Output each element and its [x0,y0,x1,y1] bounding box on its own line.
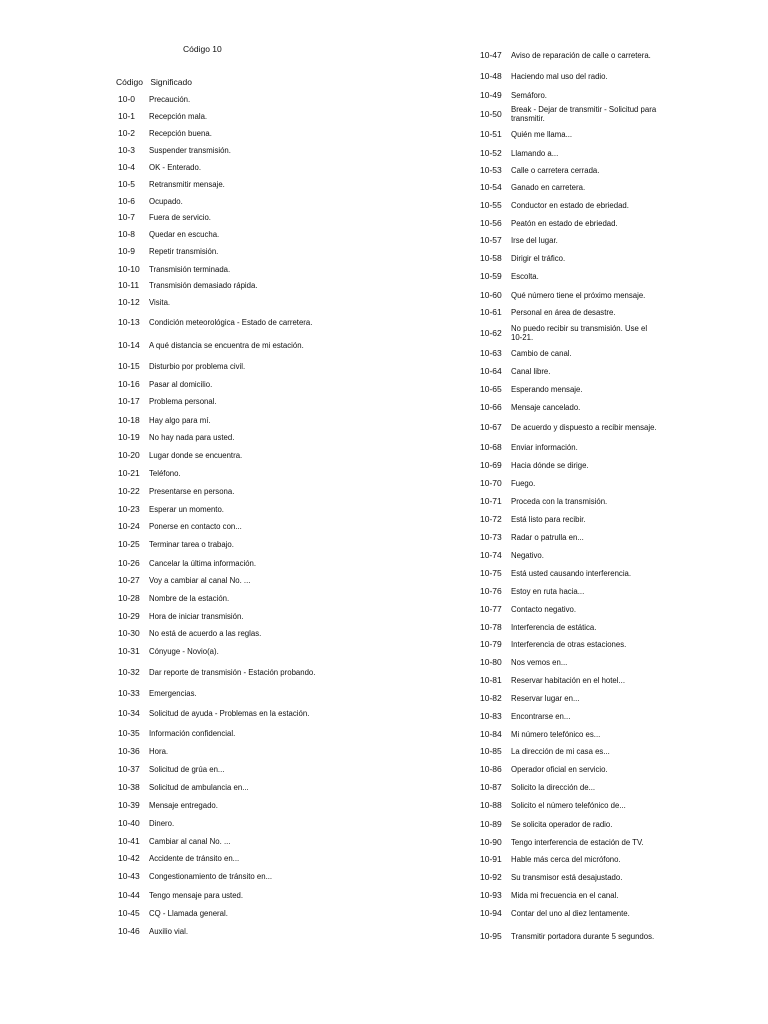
code-value: 10-38 [118,782,140,792]
code-row [478,690,658,706]
code-value: 10-19 [118,432,140,442]
code-row [116,705,316,721]
code-meaning: Dar reporte de transmisión - Estación probando. [149,667,316,677]
code-row [116,277,316,293]
code-meaning: Esperar un momento. [149,504,224,514]
code-meaning: Hora. [149,746,169,756]
code-row [478,457,658,473]
code-row [116,447,316,463]
code-row [116,314,316,330]
code-meaning: Calle o carretera cerrada. [511,165,600,175]
code-value: 10-22 [118,486,140,496]
code-row [116,590,316,606]
code-row [116,905,316,921]
code-meaning: Hable más cerca del micrófono. [511,854,621,864]
code-meaning: Llamando a... [511,148,559,158]
code-value: 10-21 [118,468,140,478]
code-value: 10-2 [118,128,136,138]
code-row [116,868,316,884]
code-meaning: Quién me llama... [511,129,573,139]
code-meaning: Interferencia de estática. [511,622,597,632]
code-value: 10-6 [118,196,136,206]
code-meaning: Personal en área de desastre. [511,307,616,317]
code-row [478,708,658,724]
code-value: 10-35 [118,728,140,738]
code-meaning: Enviar información. [511,442,578,452]
code-value: 10-3 [118,145,136,155]
code-meaning: A qué distancia se encuentra de mi estación. [149,340,304,350]
code-meaning: Mi número telefónico es... [511,729,601,739]
code-row [478,816,658,832]
code-value: 10-49 [480,90,502,100]
code-row [478,601,658,617]
code-value: 10-50 [480,109,502,119]
code-value: 10-92 [480,872,502,882]
code-row [116,815,316,831]
code-value: 10-48 [480,71,502,81]
code-meaning: Se solicita operador de radio. [511,819,613,829]
code-value: 10-85 [480,746,502,756]
code-meaning: Retransmitir mensaje. [149,179,225,189]
code-meaning: Cambiar al canal No. ... [149,836,231,846]
code-meaning: Su transmisor está desajustado. [511,872,623,882]
code-meaning: Solicitud de ambulancia en... [149,782,249,792]
code-meaning: No está de acuerdo a las reglas. [149,628,262,638]
code-meaning: Reservar habitación en el hotel... [511,675,625,685]
code-row [478,851,658,867]
code-value: 10-33 [118,688,140,698]
code-row [116,108,316,124]
code-column-header: Código [116,77,143,87]
code-meaning: Visita. [149,297,171,307]
code-meaning: No hay nada para usted. [149,432,235,442]
code-value: 10-52 [480,148,502,158]
code-row [478,583,658,599]
code-row [116,923,316,939]
code-meaning: Escolta. [511,271,539,281]
code-value: 10-80 [480,657,502,667]
code-row [116,243,316,259]
code-value: 10-18 [118,415,140,425]
code-meaning: Problema personal. [149,396,217,406]
code-row [116,209,316,225]
code-row [478,325,658,341]
code-row [478,345,658,361]
code-value: 10-84 [480,729,502,739]
code-row [116,226,316,242]
code-value: 10-88 [480,800,502,810]
code-value: 10-1 [118,111,136,121]
code-meaning: No puedo recibir su transmisión. Use el 10-21. [511,324,648,342]
code-value: 10-93 [480,890,502,900]
code-row [478,215,658,231]
code-meaning: Cambio de canal. [511,348,572,358]
code-meaning: Tengo mensaje para usted. [149,890,244,900]
code-row [116,643,316,659]
code-row [116,664,316,680]
code-meaning: Hacia dónde se dirige. [511,460,589,470]
code-value: 10-17 [118,396,140,406]
code-value: 10-11 [118,280,140,290]
code-value: 10-58 [480,253,502,263]
code-row [116,797,316,813]
code-meaning: La dirección de mi casa es... [511,746,610,756]
code-meaning: Mensaje cancelado. [511,402,581,412]
code-meaning: Auxilio vial. [149,926,188,936]
code-value: 10-75 [480,568,502,578]
code-row [116,483,316,499]
code-row [478,779,658,795]
code-meaning: CQ - Llamada general. [149,908,228,918]
code-meaning: Estoy en ruta hacia... [511,586,585,596]
code-meaning: Accidente de tránsito en... [149,853,240,863]
code-row [116,358,316,374]
code-value: 10-29 [118,611,140,621]
code-meaning: Ponerse en contacto con... [149,521,242,531]
code-meaning: Break - Dejar de transmitir - Solicitud para transmitir. [511,105,657,123]
code-value: 10-16 [118,379,140,389]
code-row [478,47,658,63]
code-value: 10-24 [118,521,140,531]
code-value: 10-14 [118,340,140,350]
code-meaning: Repetir transmisión. [149,246,219,256]
code-meaning: Radar o patrulla en... [511,532,584,542]
code-value: 10-60 [480,290,502,300]
code-meaning: Recepción buena. [149,128,212,138]
code-meaning: Teléfono. [149,468,181,478]
code-value: 10-37 [118,764,140,774]
code-row [116,572,316,588]
code-value: 10-62 [480,328,502,338]
code-value: 10-69 [480,460,502,470]
code-row [116,725,316,741]
code-value: 10-76 [480,586,502,596]
code-meaning: Solicitud de grúa en... [149,764,225,774]
code-value: 10-65 [480,384,502,394]
code-row [478,565,658,581]
code-row [116,176,316,192]
code-meaning: Haciendo mal uso del radio. [511,71,608,81]
code-row [116,761,316,777]
code-meaning: Precaución. [149,94,191,104]
code-value: 10-25 [118,539,140,549]
code-meaning: Operador oficial en servicio. [511,764,608,774]
code-value: 10-83 [480,711,502,721]
code-row [116,833,316,849]
code-meaning: Cónyuge - Novio(a). [149,646,219,656]
code-value: 10-63 [480,348,502,358]
code-value: 10-61 [480,307,502,317]
code-row [478,761,658,777]
code-value: 10-10 [118,264,140,274]
code-value: 10-27 [118,575,140,585]
code-meaning: Hora de iniciar transmisión. [149,611,244,621]
code-value: 10-36 [118,746,140,756]
code-meaning: Nombre de la estación. [149,593,230,603]
code-value: 10-71 [480,496,502,506]
code-meaning: Tengo interferencia de estación de TV. [511,837,644,847]
code-meaning: Suspender transmisión. [149,145,231,155]
code-meaning: Está usted causando interferencia. [511,568,632,578]
code-value: 10-70 [480,478,502,488]
code-row [478,304,658,320]
code-meaning: Aviso de reparación de calle o carretera. [511,50,651,60]
code-value: 10-56 [480,218,502,228]
code-meaning: Voy a cambiar al canal No. ... [149,575,251,585]
code-row [116,743,316,759]
code-row [116,501,316,517]
code-row [478,162,658,178]
code-value: 10-72 [480,514,502,524]
code-value: 10-77 [480,604,502,614]
code-meaning: Congestionamiento de tránsito en... [149,871,273,881]
code-value: 10-95 [480,931,502,941]
code-row [116,887,316,903]
code-value: 10-8 [118,229,136,239]
code-meaning: Hay algo para mí. [149,415,211,425]
code-meaning: Quedar en escucha. [149,229,220,239]
code-row [478,363,658,379]
code-meaning: Recepción mala. [149,111,208,121]
code-meaning: Dirigir el tráfico. [511,253,566,263]
code-value: 10-79 [480,639,502,649]
code-value: 10-28 [118,593,140,603]
code-meaning: Nos vemos en... [511,657,568,667]
code-value: 10-30 [118,628,140,638]
code-meaning: Presentarse en persona. [149,486,235,496]
code-row [116,850,316,866]
code-meaning: Condición meteorológica - Estado de carretera. [149,317,313,327]
code-value: 10-40 [118,818,140,828]
code-row [478,619,658,635]
code-value: 10-59 [480,271,502,281]
code-row [478,834,658,850]
code-meaning: De acuerdo y dispuesto a recibir mensaje. [511,422,657,432]
code-value: 10-9 [118,246,136,256]
code-meaning: Ganado en carretera. [511,182,586,192]
code-row [478,179,658,195]
code-row [478,145,658,161]
code-row [478,126,658,142]
code-value: 10-7 [118,212,136,222]
code-value: 10-46 [118,926,140,936]
code-meaning: Peatón en estado de ebriedad. [511,218,618,228]
code-value: 10-44 [118,890,140,900]
code-row [478,511,658,527]
code-row [478,743,658,759]
code-meaning: Canal libre. [511,366,551,376]
code-value: 10-31 [118,646,140,656]
code-row [116,125,316,141]
code-meaning: Terminar tarea o trabajo. [149,539,234,549]
code-row [478,419,658,435]
code-row [478,399,658,415]
code-row [116,685,316,701]
code-row [116,159,316,175]
code-value: 10-15 [118,361,140,371]
code-meaning: Contacto negativo. [511,604,577,614]
code-meaning: Transmisión terminada. [149,264,231,274]
code-value: 10-82 [480,693,502,703]
code-meaning: Lugar donde se encuentra. [149,450,243,460]
code-meaning: Transmitir portadora durante 5 segundos. [511,931,655,941]
code-value: 10-78 [480,622,502,632]
code-meaning: Encontrarse en... [511,711,571,721]
code-meaning: Reservar lugar en... [511,693,580,703]
code-row [116,294,316,310]
code-row [478,654,658,670]
code-meaning: Solicitud de ayuda - Problemas en la estación. [149,708,310,718]
code-meaning: Mida mi frecuencia en el canal. [511,890,619,900]
code-row [478,493,658,509]
code-meaning: Cancelar la última información. [149,558,257,568]
code-meaning: Pasar al domicilio. [149,379,213,389]
code-value: 10-89 [480,819,502,829]
code-row [478,232,658,248]
code-value: 10-23 [118,504,140,514]
code-row [478,887,658,903]
code-row [116,142,316,158]
code-row [478,869,658,885]
code-value: 10-54 [480,182,502,192]
code-meaning: Contar del uno al diez lentamente. [511,908,630,918]
code-row [116,261,316,277]
code-row [116,625,316,641]
table-header [116,77,192,87]
code-row [116,536,316,552]
code-row [478,547,658,563]
page-title: Código 10 [183,44,222,54]
code-row [116,193,316,209]
code-row [478,928,658,944]
code-row [116,518,316,534]
code-value: 10-55 [480,200,502,210]
code-row [478,475,658,491]
code-meaning: Solicito el número telefónico de... [511,800,626,810]
code-value: 10-4 [118,162,136,172]
code-row [478,68,658,84]
code-value: 10-42 [118,853,140,863]
code-value: 10-20 [118,450,140,460]
code-meaning: Fuego. [511,478,536,488]
code-value: 10-45 [118,908,140,918]
code-meaning: Semáforo. [511,90,547,100]
code-value: 10-73 [480,532,502,542]
code-value: 10-5 [118,179,136,189]
code-row [478,381,658,397]
code-meaning: Disturbio por problema civil. [149,361,246,371]
code-row [478,287,658,303]
code-row [478,672,658,688]
code-row [116,337,316,353]
code-value: 10-32 [118,667,140,677]
code-value: 10-53 [480,165,502,175]
code-meaning: Solicito la dirección de... [511,782,596,792]
code-row [478,797,658,813]
code-meaning: Esperando mensaje. [511,384,583,394]
code-value: 10-66 [480,402,502,412]
code-meaning: Información confidencial. [149,728,236,738]
code-value: 10-13 [118,317,140,327]
code-row [116,376,316,392]
code-meaning: Qué número tiene el próximo mensaje. [511,290,646,300]
code-value: 10-41 [118,836,140,846]
code-meaning: Irse del lugar. [511,235,558,245]
code-row [116,465,316,481]
code-value: 10-57 [480,235,502,245]
code-value: 10-67 [480,422,502,432]
code-meaning: Dinero. [149,818,175,828]
code-row [478,197,658,213]
code-meaning: Mensaje entregado. [149,800,218,810]
code-meaning: OK - Enterado. [149,162,202,172]
code-meaning: Conductor en estado de ebriedad. [511,200,629,210]
code-row [478,87,658,103]
code-row [478,268,658,284]
code-meaning: Interferencia de otras estaciones. [511,639,627,649]
code-value: 10-43 [118,871,140,881]
code-value: 10-51 [480,129,502,139]
code-value: 10-94 [480,908,502,918]
code-row [478,250,658,266]
code-row [116,608,316,624]
code-value: 10-86 [480,764,502,774]
code-value: 10-12 [118,297,140,307]
code-meaning: Emergencias. [149,688,197,698]
code-value: 10-81 [480,675,502,685]
code-row [478,439,658,455]
code-value: 10-39 [118,800,140,810]
code-row [478,726,658,742]
code-meaning: Negativo. [511,550,544,560]
code-value: 10-87 [480,782,502,792]
code-row [116,779,316,795]
code-row [478,106,658,122]
meaning-column-header: Significado [150,77,192,87]
code-value: 10-68 [480,442,502,452]
code-value: 10-91 [480,854,502,864]
code-meaning: Ocupado. [149,196,183,206]
code-meaning: Proceda con la transmisión. [511,496,608,506]
code-row [116,393,316,409]
code-value: 10-74 [480,550,502,560]
code-meaning: Está listo para recibir. [511,514,586,524]
code-value: 10-64 [480,366,502,376]
code-meaning: Transmisión demasiado rápida. [149,280,258,290]
code-row [116,429,316,445]
code-meaning: Fuera de servicio. [149,212,211,222]
code-value: 10-26 [118,558,140,568]
code-row [116,555,316,571]
code-row [116,91,316,107]
code-value: 10-90 [480,837,502,847]
code-row [478,636,658,652]
code-value: 10-0 [118,94,136,104]
code-row [478,529,658,545]
code-row [116,412,316,428]
code-value: 10-47 [480,50,502,60]
code-value: 10-34 [118,708,140,718]
code-row [478,905,658,921]
